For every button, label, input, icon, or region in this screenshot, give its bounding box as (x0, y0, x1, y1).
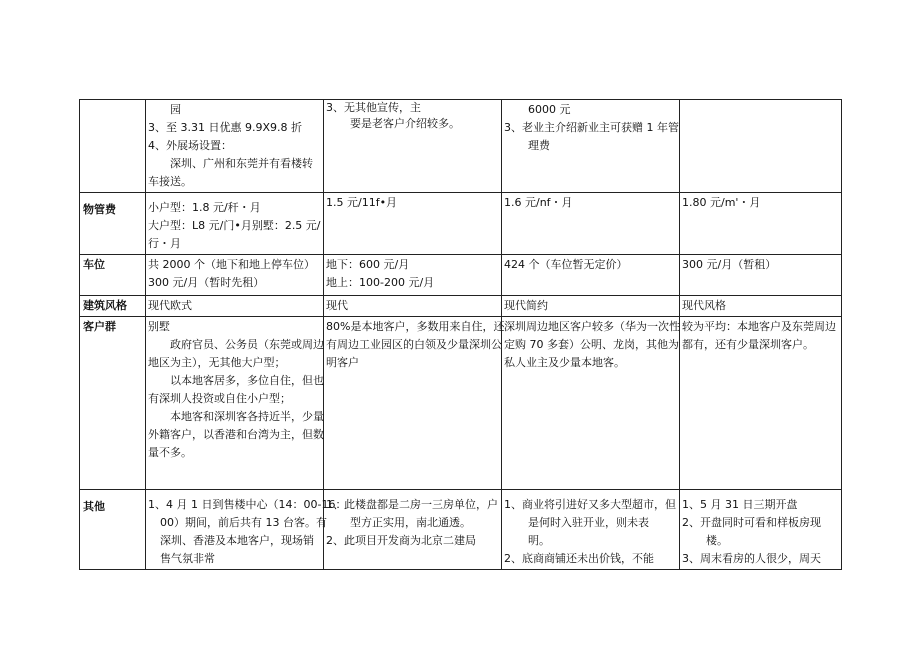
table-cell: 现代风格 (680, 296, 842, 317)
table-cell: 3、无其他宣传，主 要是老客户介绍较多。 (324, 100, 502, 193)
table-cell: 6000 元 3、老业主介绍新业主可获赠 1 年管 理费 (502, 100, 680, 193)
table-cell: 别墅 政府官员、公务员（东莞或周边 地区为主），无其他大户型； 以本地客居多，多位自住，但也 有深圳人投资或自住小户型； 本地客和深圳客各持近半，少量 外籍客户，以香港和台湾为主，但数 量不多。 (146, 317, 324, 490)
table-row (80, 490, 842, 570)
table-row (80, 193, 842, 255)
table-cell: 1、4 月 1 日到售楼中心（14：00-16： 00）期间，前后共有 13 台客。有 深圳、香港及本地客户，现场销 售气氛非常 (146, 490, 324, 570)
table-cell: 小户型：1.8 元/秆・月 大户型：L8 元/门•月别墅：2.5 元/ 行・月 (146, 193, 324, 255)
row-label: 其他 (80, 490, 146, 570)
table-row (80, 100, 842, 193)
table-cell: 现代简约 (502, 296, 680, 317)
table-cell: 较为平均：本地客户及东莞周边 都有，还有少量深圳客户。 (680, 317, 842, 490)
table-cell: 80%是本地客户，多数用来自住，还 有周边工业园区的白领及少量深圳公 明客户 (324, 317, 502, 490)
table-cell: 1、商业将引进好又多大型超市，但 是何时入驻开业，则未表 明。 2、底商商铺还未出价钱，不能 (502, 490, 680, 570)
table-cell: 深圳周边地区客户较多（华为一次性 定购 70 多套）公明、龙岗，其他为 私人业主及少量本地客。 (502, 317, 680, 490)
table-cell: 1.80 元/m'・月 (680, 193, 842, 255)
table-cell: 地下：600 元/月 地上：100-200 元/月 (324, 255, 502, 296)
row-label (80, 100, 146, 193)
table-row (80, 317, 842, 490)
table-cell: 现代 (324, 296, 502, 317)
table-cell: 1、5 月 31 日三期开盘 2、开盘同时可看和样板房现 楼。 3、周末看房的人很少，周天 (680, 490, 842, 570)
table-cell: 园 3、至 3.31 日优惠 9.9X9.8 折 4、外展场设置： 深圳、广州和东莞并有看楼转 车接送。 (146, 100, 324, 193)
row-label: 车位 (80, 255, 146, 296)
table-cell (680, 100, 842, 193)
comparison-table (79, 99, 842, 570)
table-cell: 1.6 元/nf・月 (502, 193, 680, 255)
table-cell: 1、此楼盘都是二房一三房单位，户 型方正实用，南北通透。 2、此项目开发商为北京二建局 (324, 490, 502, 570)
table-cell: 共 2000 个（地下和地上停车位） 300 元/月（暂时先租） (146, 255, 324, 296)
row-label: 物管费 (80, 193, 146, 255)
table-cell: 现代欧式 (146, 296, 324, 317)
row-label: 建筑风格 (80, 296, 146, 317)
row-label: 客户群 (80, 317, 146, 490)
table-cell: 300 元/月（暂租） (680, 255, 842, 296)
table-cell: 1.5 元/11f•月 (324, 193, 502, 255)
table-row (80, 296, 842, 317)
table-row (80, 255, 842, 296)
table-cell: 424 个（车位暂无定价） (502, 255, 680, 296)
